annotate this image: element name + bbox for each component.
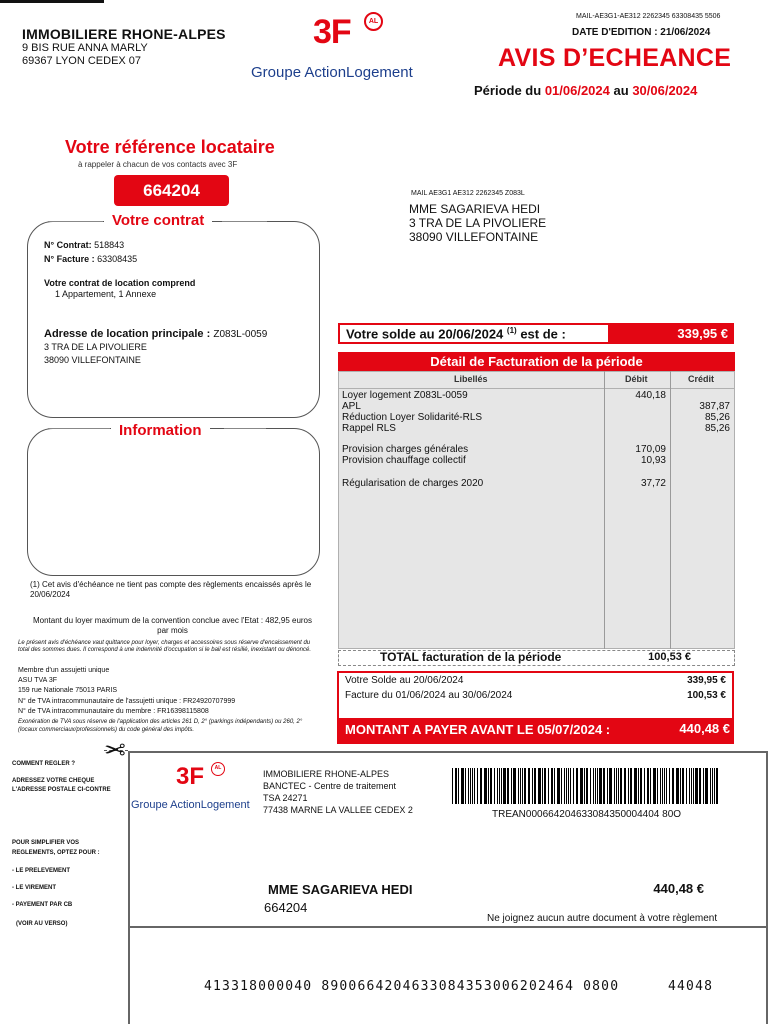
barcode-bar <box>511 768 512 804</box>
periode-start: 01/06/2024 <box>544 83 610 98</box>
logo-group-text: Groupe ActionLogement <box>251 64 413 81</box>
contrat-value: 518843 <box>94 240 125 250</box>
barcode-bar <box>693 768 694 804</box>
barcode-bar <box>618 768 619 804</box>
recipient-name: MME SAGARIEVA HEDI <box>409 202 541 216</box>
barcode-bar <box>672 768 674 804</box>
barcode-bar <box>499 768 500 804</box>
barcode-bar <box>647 768 649 804</box>
barcode-bar <box>599 768 602 804</box>
barcode-bar <box>664 768 665 804</box>
facture-value: 63308435 <box>97 254 138 264</box>
mail-reference-top: MAIL-AE3G1-AE312 2262345 63308435 5506 <box>576 13 721 20</box>
detail-row-label: Provision chauffage collectif <box>342 455 466 466</box>
adresse-label: Adresse de location principale : <box>44 328 211 340</box>
reference-subtitle: à rappeler à chacun de vos contacts avec 3F <box>78 160 238 169</box>
adresse-line-1: 3 TRA DE LA PIVOLIERE <box>44 342 147 352</box>
column-credit: Crédit <box>688 374 715 384</box>
solde-label-prefix: Votre solde au 20/06/2024 <box>346 326 504 342</box>
barcode-bar <box>710 768 711 804</box>
barcode-bar <box>657 768 658 804</box>
barcode-bar <box>452 768 453 804</box>
barcode-bar <box>568 768 569 804</box>
side-note-8: - PAYEMENT PAR CB <box>12 902 73 908</box>
side-note-1: COMMENT REGLER ? <box>12 761 75 767</box>
barcode-bar <box>586 768 588 804</box>
credit-column-rule <box>670 371 671 649</box>
payment-solde-amount: 339,95 € <box>687 675 726 686</box>
barcode-bar <box>576 768 578 804</box>
contract-title: Votre contrat <box>104 212 212 229</box>
barcode-bar <box>676 768 679 804</box>
barcode-bar <box>712 768 713 804</box>
facture-number <box>44 254 137 264</box>
montant-amount: 440,48 € <box>679 721 730 736</box>
detail-row-debit: 440,18 <box>635 390 666 401</box>
sender-address-line-2: 69367 LYON CEDEX 07 <box>22 55 142 67</box>
barcode-bar <box>465 768 466 804</box>
barcode-bar <box>488 768 489 804</box>
barcode-bar <box>497 768 498 804</box>
detail-row-credit: 85,26 <box>704 423 730 434</box>
detail-row-label: Réduction Loyer Solidarité-RLS <box>342 412 483 423</box>
coupon-address-2: BANCTEC - Centre de traitement <box>263 781 397 791</box>
barcode-bar <box>474 768 475 804</box>
barcode-bar <box>638 768 639 804</box>
barcode-bar <box>501 768 502 804</box>
barcode-bar <box>484 768 487 804</box>
barcode-bar <box>584 768 585 804</box>
barcode-bar <box>507 768 509 804</box>
barcode-bar <box>570 768 571 804</box>
adresse-line-2: 38090 VILLEFONTAINE <box>44 355 141 365</box>
column-libelles: Libellés <box>454 374 488 384</box>
side-note-9: (VOIR AU VERSO) <box>16 921 68 927</box>
side-note-4: POUR SIMPLIFIER VOS <box>12 840 80 846</box>
detail-row-credit: 85,26 <box>704 412 730 423</box>
solde-label <box>346 326 566 341</box>
barcode-bar <box>534 768 536 804</box>
coupon-divider <box>130 926 766 928</box>
payment-facture-amount: 100,53 € <box>687 690 726 701</box>
barcode-bar <box>682 768 684 804</box>
legal-notice: Le présent avis d'échéance vaut quittance pour loyer, charges et accessoires sous réserve d'encaissement du total des sommes dues. Il correspond à une indemnité d'occupation si le bail est résilié, inexistant ou dénoncé. <box>18 640 311 653</box>
barcode-bar <box>518 768 519 804</box>
barcode <box>452 768 720 804</box>
barcode-bar <box>597 768 598 804</box>
ocr-line: 413318000040 8900664204633084353006202464 0800 <box>204 979 620 994</box>
top-rule <box>0 0 104 3</box>
barcode-bar <box>551 768 553 804</box>
barcode-bar <box>566 768 567 804</box>
barcode-bar <box>461 768 464 804</box>
logo-3f: 3F <box>313 13 351 51</box>
barcode-bar <box>468 768 469 804</box>
barcode-bar <box>573 768 574 804</box>
side-note-5: REGLEMENTS, OPTEZ POUR : <box>12 850 100 856</box>
barcode-bar <box>590 768 591 804</box>
barcode-bar <box>480 768 482 804</box>
total-amount: 100,53 € <box>648 651 691 663</box>
barcode-bar <box>669 768 670 804</box>
solde-label-suffix: est de : <box>520 326 566 342</box>
detail-row-label: Rappel RLS <box>342 423 396 434</box>
detail-row-debit: 170,09 <box>635 444 666 455</box>
coupon-amount: 440,48 € <box>653 881 704 896</box>
scissors-icon: ✂ <box>104 734 126 764</box>
barcode-bar <box>650 768 651 804</box>
barcode-bar <box>716 768 718 804</box>
barcode-bar <box>609 768 612 804</box>
contract-box <box>27 221 320 418</box>
barcode-bar <box>557 768 560 804</box>
contrat-label: N° Contrat: <box>44 240 92 250</box>
barcode-bar <box>494 768 495 804</box>
barcode-bar <box>666 768 667 804</box>
barcode-bar <box>580 768 583 804</box>
mail-reference-address: MAIL AE3G1 AE312 2262345 Z083L <box>411 190 525 197</box>
solde-footnote-mark: (1) <box>506 326 517 335</box>
information-box <box>27 428 320 576</box>
coupon-logo-al-icon: AL <box>211 762 225 776</box>
coupon-address-4: 77438 MARNE LA VALLEE CEDEX 2 <box>263 805 413 815</box>
barcode-bar <box>686 768 687 804</box>
montant-label: MONTANT A PAYER AVANT LE 05/07/2024 : <box>345 722 611 737</box>
barcode-bar <box>524 768 526 804</box>
barcode-bar <box>624 768 626 804</box>
barcode-bar <box>513 768 516 804</box>
ocr-line-end: 44048 <box>668 979 714 994</box>
contract-title-rule-right <box>222 221 267 222</box>
detail-row-debit: 37,72 <box>640 478 666 489</box>
barcode-bar <box>528 768 530 804</box>
barcode-bar <box>455 768 457 804</box>
coupon-reference: 664204 <box>264 900 308 915</box>
barcode-bar <box>564 768 565 804</box>
adresse-principale <box>44 328 267 340</box>
information-rule-right <box>224 428 266 429</box>
side-note-7: - LE VIREMENT <box>12 885 57 891</box>
barcode-bar <box>490 768 492 804</box>
detail-row-label: Provision charges générales <box>342 444 469 455</box>
barcode-bar <box>653 768 656 804</box>
payment-facture-label: Facture du 01/06/2024 au 30/06/2024 <box>345 690 513 701</box>
coupon-border-top <box>128 751 768 753</box>
side-note-6: - LE PRELEVEMENT <box>12 868 71 874</box>
detail-row-debit: 10,93 <box>640 455 666 466</box>
barcode-bar <box>703 768 704 804</box>
detail-header-row <box>338 371 735 389</box>
detail-row-label: Régularisation de charges 2020 <box>342 478 484 489</box>
reference-value: 664204 <box>114 175 229 206</box>
document-title: AVIS D’ECHEANCE <box>498 44 732 72</box>
barcode-bar <box>705 768 708 804</box>
barcode-bar <box>472 768 473 804</box>
recipient-address-1: 3 TRA DE LA PIVOLIERE <box>409 216 547 230</box>
coupon-logo-group: Groupe ActionLogement <box>131 799 250 811</box>
periode-line <box>474 83 697 98</box>
payment-solde-label: Votre Solde au 20/06/2024 <box>345 675 464 686</box>
barcode-bar <box>595 768 596 804</box>
information-rule-left <box>48 428 110 429</box>
barcode-bar <box>542 768 543 804</box>
detail-title: Détail de Facturation de la période <box>338 352 735 371</box>
coupon-address-3: TSA 24271 <box>263 793 308 803</box>
side-note-2: ADRESSEZ VOTRE CHEQUE <box>12 778 95 784</box>
barcode-bar <box>607 768 608 804</box>
contract-title-rule-left <box>48 221 103 222</box>
detail-row-label: Loyer logement Z083L-0059 <box>342 390 468 401</box>
barcode-bar <box>695 768 698 804</box>
periode-label: Période du <box>474 83 542 98</box>
barcode-bar <box>458 768 459 804</box>
barcode-bar <box>616 768 617 804</box>
asu-text: ASU TVA 3F <box>18 677 58 684</box>
loyer-maximum: Montant du loyer maximum de la convention conclue avec l'Etat : 482,95 euros par mois <box>32 616 312 635</box>
barcode-bar <box>680 768 681 804</box>
exoneration-text: Exonération de TVA sous réserve de l'application des articles 261 D, 2° (parkings indépendants) ou 260, 2° (locaux commerciaux/professionnels) du code général des impôts. <box>18 719 303 733</box>
reference-title: Votre référence locataire <box>65 137 275 157</box>
recipient-address-2: 38090 VILLEFONTAINE <box>409 230 539 244</box>
coupon-logo-3f: 3F <box>176 763 205 790</box>
barcode-bar <box>554 768 555 804</box>
barcode-bar <box>662 768 663 804</box>
barcode-bar <box>477 768 478 804</box>
coupon-note: Ne joignez aucun autre document à votre règlement <box>487 913 718 924</box>
periode-au: au <box>613 83 629 98</box>
barcode-bar <box>603 768 605 804</box>
barcode-bar <box>620 768 622 804</box>
tva-assujetti: N° de TVA intracommunautaire de l'assujetti unique : FR24920707999 <box>18 698 236 705</box>
coupon-border-left <box>128 751 130 1024</box>
edition-date: DATE D'EDITION : 21/06/2024 <box>572 27 711 38</box>
information-title: Information <box>111 422 210 439</box>
barcode-bar <box>630 768 632 804</box>
comprend-label: Votre contrat de location comprend <box>44 278 196 288</box>
sender-name: IMMOBILIERE RHONE-ALPES <box>22 26 226 42</box>
barcode-bar <box>522 768 523 804</box>
barcode-bar <box>640 768 642 804</box>
tva-membre: N° de TVA intracommunautaire du membre : FR16398115808 <box>18 708 209 715</box>
barcode-bar <box>689 768 690 804</box>
adresse-code: Z083L-0059 <box>213 329 268 340</box>
barcode-bar <box>634 768 637 804</box>
solde-amount: 339,95 € <box>608 323 734 344</box>
membre-text: Membre d'un assujetti unique <box>18 667 110 674</box>
barcode-text: TREAN000664204633084350004404 80O <box>492 809 682 820</box>
contrat-number <box>44 240 124 250</box>
side-note-3: L'ADRESSE POSTALE CI-CONTRE <box>12 787 111 793</box>
barcode-bar <box>660 768 661 804</box>
barcode-bar <box>548 768 549 804</box>
barcode-bar <box>614 768 615 804</box>
barcode-bar <box>699 768 701 804</box>
detail-row-credit: 387,87 <box>699 401 730 412</box>
comprend-value: 1 Appartement, 1 Annexe <box>55 289 157 299</box>
barcode-bar <box>538 768 541 804</box>
sender-address-line-1: 9 BIS RUE ANNA MARLY <box>22 42 148 54</box>
column-debit: Débit <box>625 374 648 384</box>
barcode-bar <box>644 768 645 804</box>
asu-address: 159 rue Nationale 75013 PARIS <box>18 687 118 694</box>
barcode-bar <box>714 768 715 804</box>
periode-end: 30/06/2024 <box>632 83 698 98</box>
barcode-bar <box>503 768 506 804</box>
debit-column-rule <box>604 371 605 649</box>
coupon-recipient-name: MME SAGARIEVA HEDI <box>268 882 413 897</box>
logo-al-icon: AL <box>364 12 383 31</box>
facture-label: N° Facture : <box>44 254 95 264</box>
barcode-bar <box>561 768 562 804</box>
barcode-bar <box>544 768 546 804</box>
barcode-bar <box>470 768 471 804</box>
barcode-bar <box>593 768 594 804</box>
detail-row-label: APL <box>342 401 361 412</box>
footnote: (1) Cet avis d'échéance ne tient pas compte des règlements encaissés après le 20/06/2024 <box>30 580 312 599</box>
coupon-address-1: IMMOBILIERE RHONE-ALPES <box>263 769 390 779</box>
total-label: TOTAL facturation de la période <box>380 650 562 664</box>
barcode-bar <box>628 768 629 804</box>
barcode-bar <box>532 768 533 804</box>
barcode-bar <box>691 768 692 804</box>
barcode-bar <box>520 768 521 804</box>
